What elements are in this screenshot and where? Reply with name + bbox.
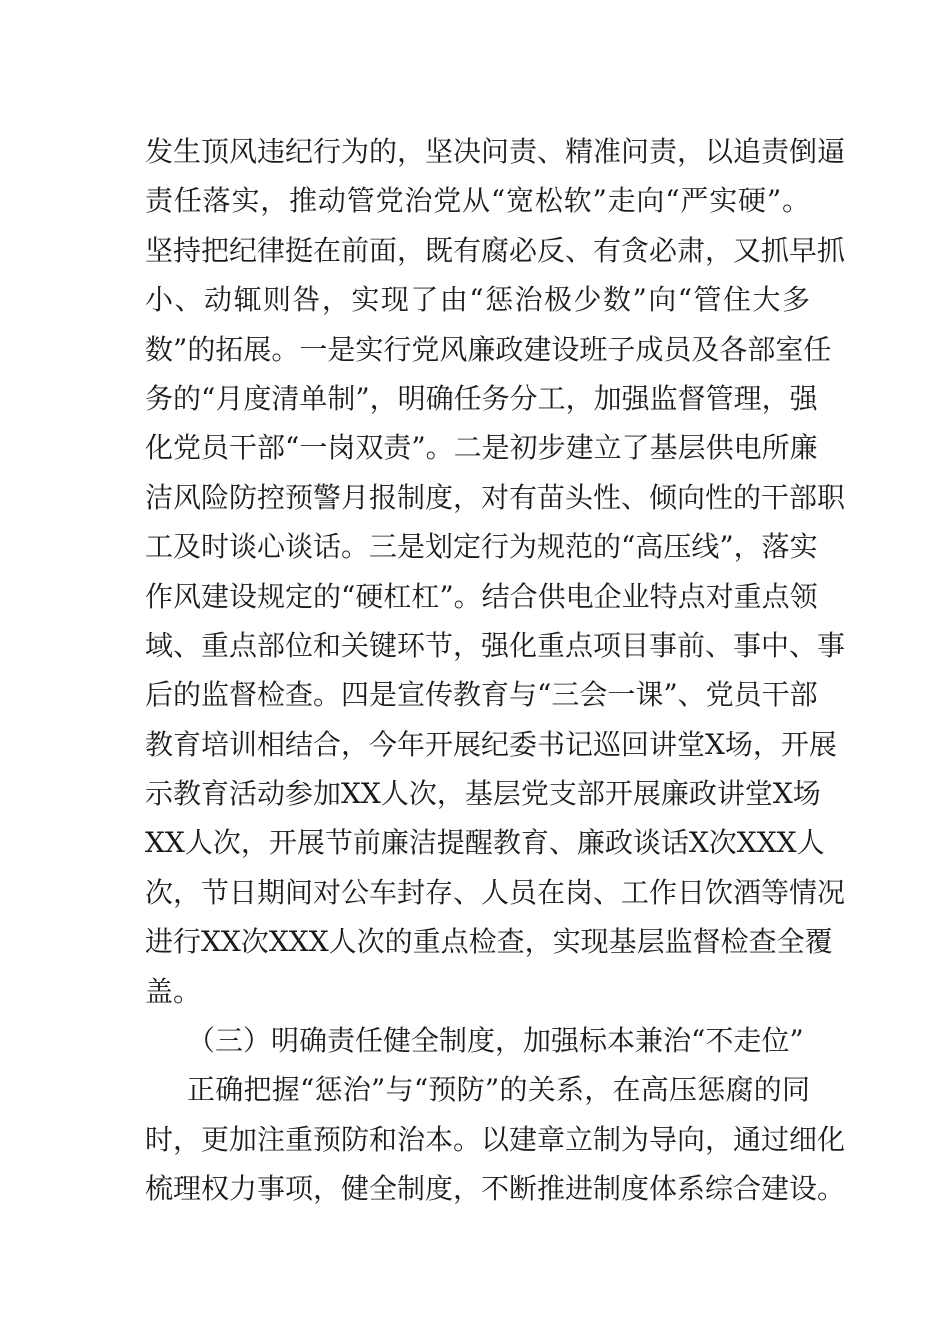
text-line: 盖。 [145,974,202,1008]
text-line: 进行XX次XXX人次的重点检查，实现基层监督检查全覆 [145,925,833,959]
text-line: 示教育活动参加XX人次，基层党支部开展廉政讲堂X场 [145,777,821,811]
text-line: 后的监督检查。四是宣传教育与“三会一课”、党员干部 [145,678,818,712]
text-line: 正确把握“惩治”与“预防”的关系，在高压惩腐的同 [187,1073,810,1107]
text-line: 梳理权力事项，健全制度，不断推进制度体系综合建设。 [145,1172,846,1206]
text-line: 责任落实，推动管党治党从“宽松软”走向“严实硬”。 [145,184,810,218]
text-line: 坚持把纪律挺在前面，既有腐必反、有贪必肃，又抓早抓 [145,233,846,267]
section-heading: （三）明确责任健全制度，加强标本兼治“不走位” [187,1024,804,1058]
text-line: 时，更加注重预防和治本。以建章立制为导向，通过细化 [145,1122,846,1156]
text-line: 数”的拓展。一是实行党风廉政建设班子成员及各部室任 [145,332,832,366]
text-line: 作风建设规定的“硬杠杠”。结合供电企业特点对重点领 [145,579,818,613]
text-line: 化党员干部“一岗双责”。二是初步建立了基层供电所廉 [145,431,818,465]
text-line: 域、重点部位和关键环节，强化重点项目事前、事中、事 [145,628,846,662]
text-line: 工及时谈心谈话。三是划定行为规范的“高压线”，落实 [145,530,818,564]
text-line: 教育培训相结合，今年开展纪委书记巡回讲堂X场，开展 [145,727,837,761]
document-body [145,127,846,1214]
text-line: 小、动辄则咎，实现了由“惩治极少数”向“管住大多 [145,283,810,317]
text-line: XX人次，开展节前廉洁提醒教育、廉政谈话X次XXX人 [145,826,825,860]
text-line: 务的“月度清单制”，明确任务分工，加强监督管理，强 [145,381,818,415]
text-line: 洁风险防控预警月报制度，对有苗头性、倾向性的干部职 [145,480,846,514]
text-line: 次，节日期间对公车封存、人员在岗、工作日饮酒等情况 [145,875,846,909]
text-line: 发生顶风违纪行为的，坚决问责、精准问责，以追责倒逼 [145,135,846,168]
